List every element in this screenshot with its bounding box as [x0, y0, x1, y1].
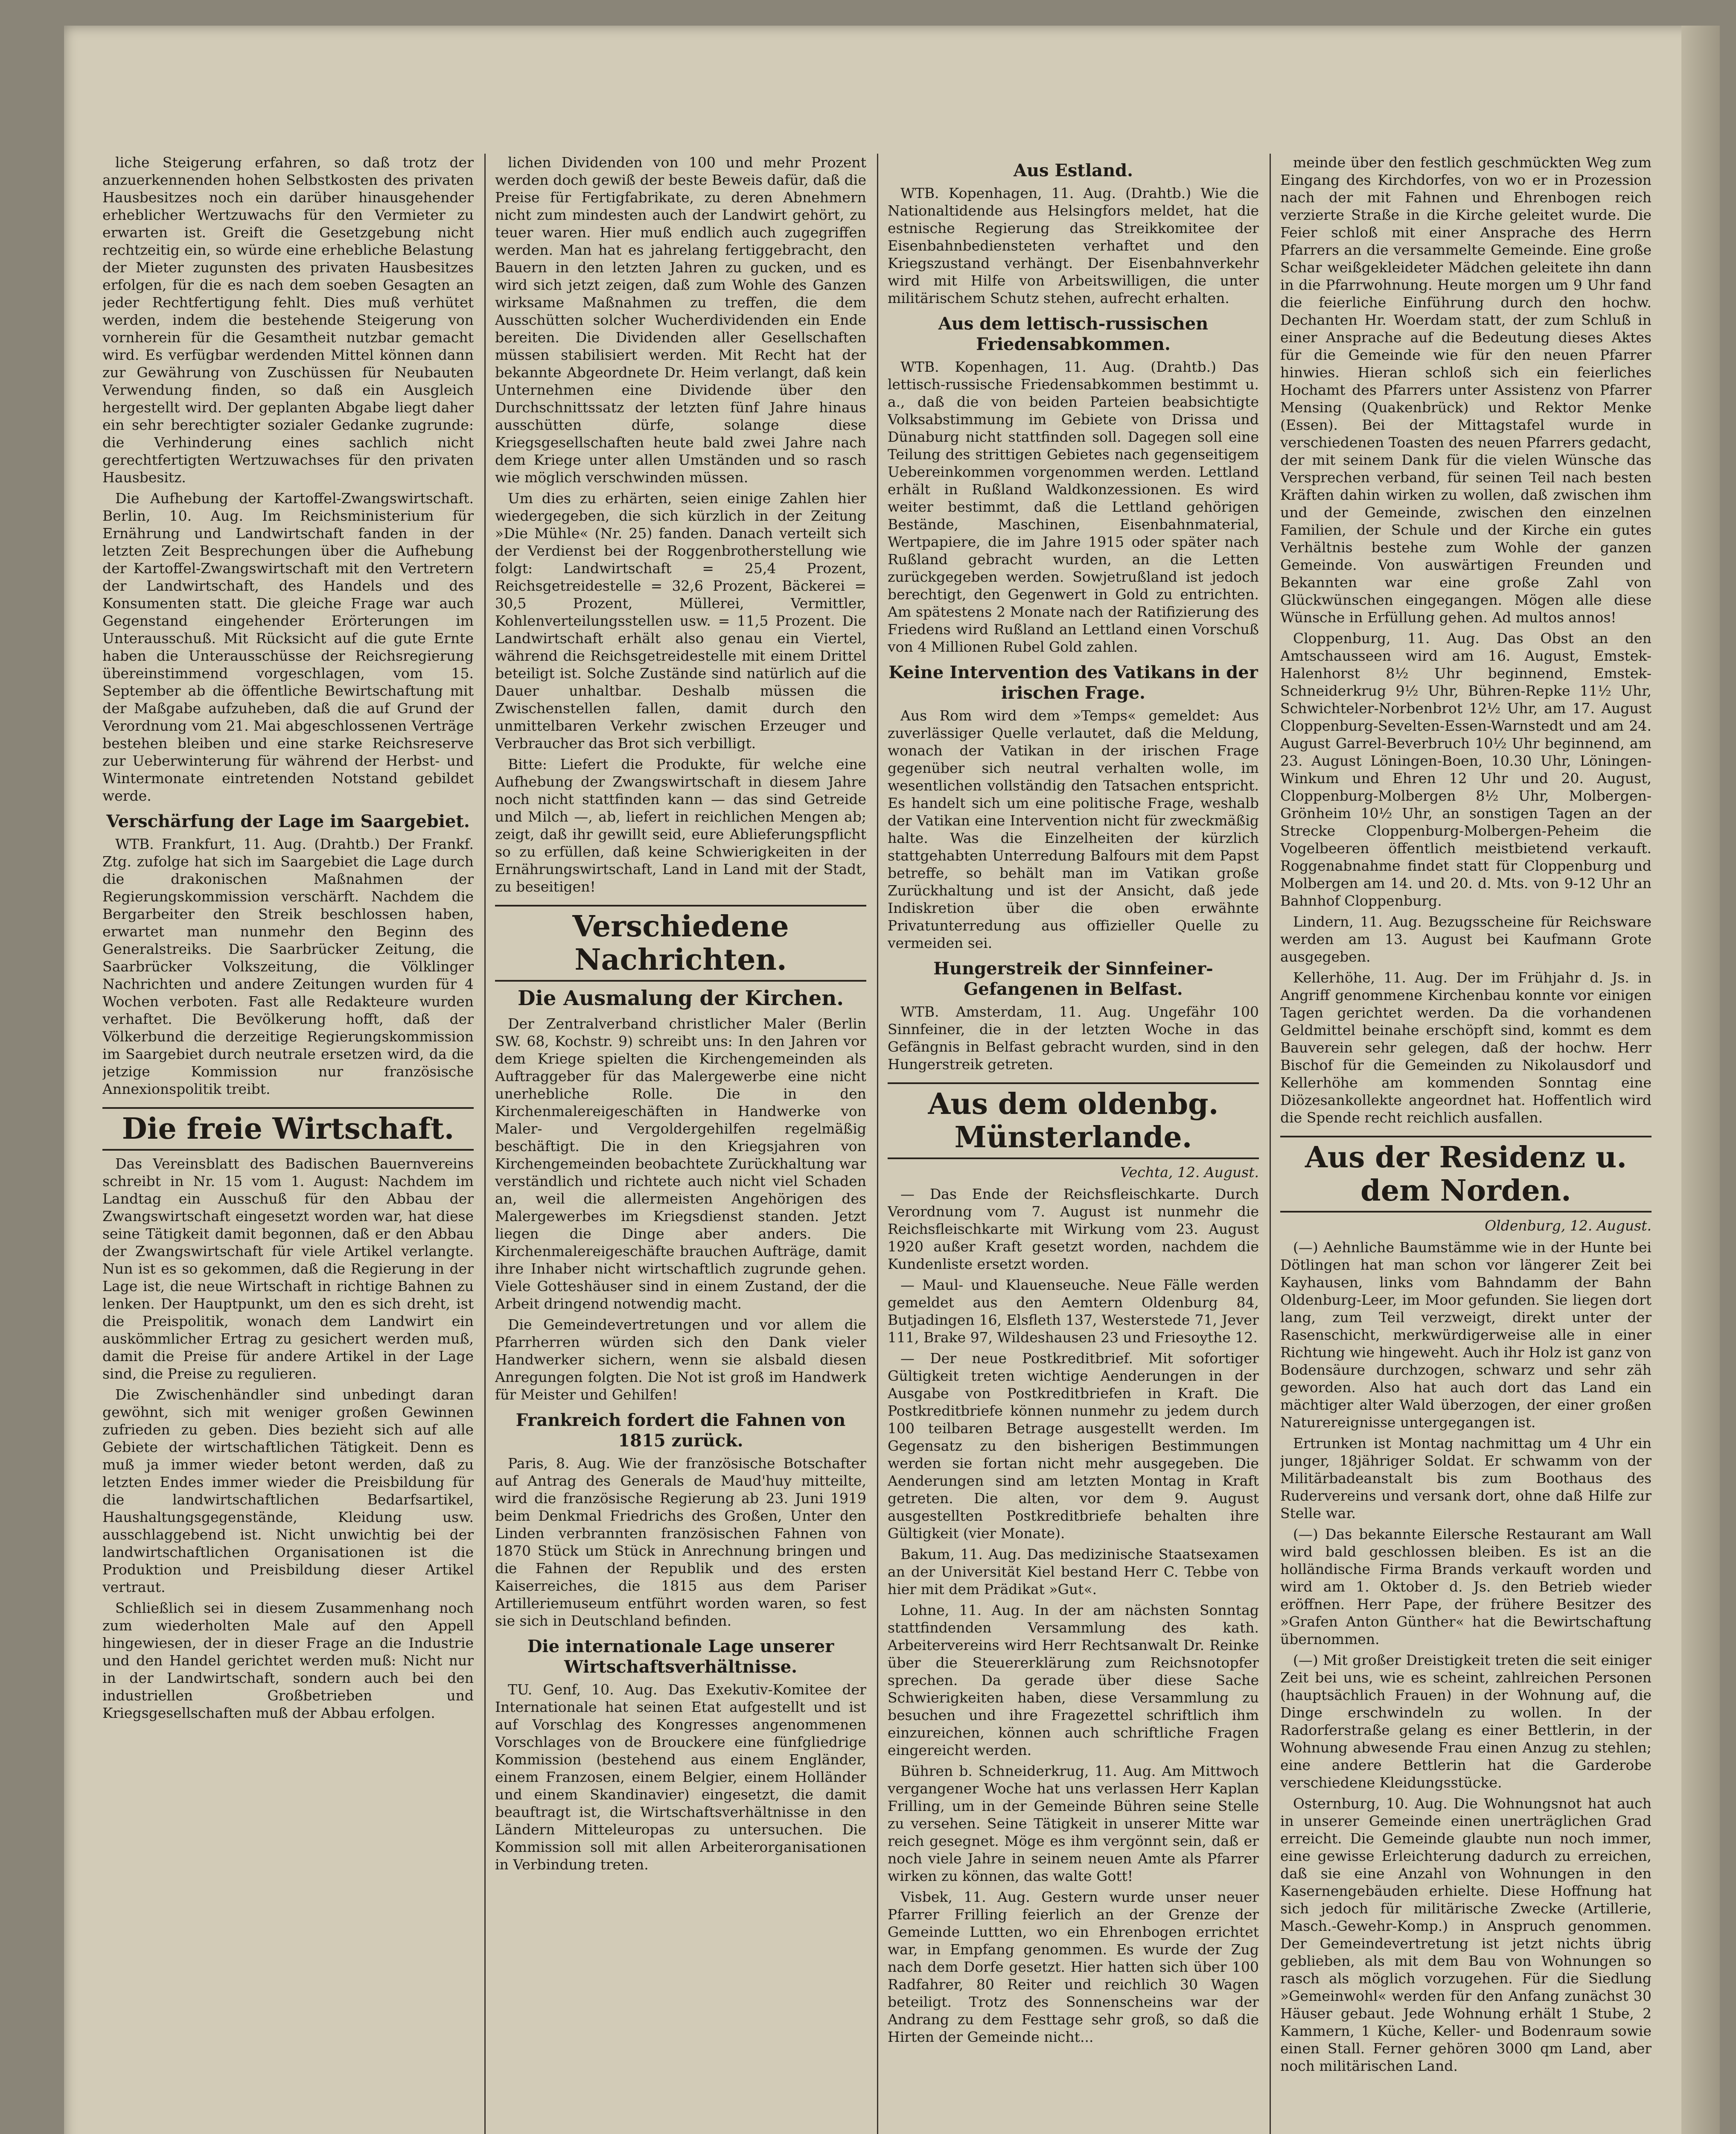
section-heading: Verschiedene Nachrichten. — [495, 905, 866, 982]
article-heading: Verschärfung der Lage im Saargebiet. — [106, 811, 470, 831]
article-paragraph: Der Zentralverband christlicher Maler (Berlin SW. 68, Kochstr. 9) schreibt uns: In den Jahren vor dem Kriege spielten die Kirchengemeinden als Auftraggeber für das Malergewerbe eine nicht unerhebliche Rolle. Die in den Kirchenmalereigeschäften in Handwerke von Maler- und Vergoldergehilfen regelmäßig beschäftigt. Die in den Kriegsjahren von Kirchengemeinden beobachtete Zurückhaltung war verständlich und richtete auch nicht viel Schaden an, weil die allermeisten Angehörigen des Malergewerbes im Kriegsdienst standen. Jetzt liegen die Dinge aber anders. Die Kirchenmalereigeschäfte brauchen Aufträge, damit ihre Inhaber nicht wirtschaftlich zugrunde gehen. Viele Gotteshäuser sind in einem Zustand, der die Arbeit dringend notwendig macht. — [495, 1015, 866, 1312]
article-subheading: Die Ausmalung der Kirchen. — [517, 986, 844, 1010]
article-paragraph: Aus Rom wird dem »Temps« gemeldet: Aus zuverlässiger Quelle verlautet, daß die Meldung, wonach der Vatikan in der irischen Frage gegenüber sich neutral verhalten wolle, im wesentlichen vollständig den Tatsachen entspricht. Es handelt sich um eine politische Frage, weshalb der Vatikan eine Intervention nicht für zweckmäßig halte. Was die Einzelheiten der kürzlich stattgehabten Unterredung Balfours mit dem Papst betreffe, so behält man im Vatikan große Zurückhaltung und ist der Ansicht, daß jede Indiskretion über die oben erwähnte Privatunterredung aus offizieller Quelle zu vermeiden sei. — [888, 707, 1259, 951]
column-1 — [102, 154, 474, 2134]
article-paragraph: Osternburg, 10. Aug. Die Wohnungsnot hat auch in unserer Gemeinde einen unerträglichen Grad erreicht. Die Gemeinde glaubte nun noch immer, eine gewisse Erleichterung dadurch zu erreichen, daß sie eine Anzahl von Wohnungen in den Kasernengebäuden erhielte. Diese Hoffnung hat sich jedoch für militärische Zwecke (Artillerie, Masch.-Gewehr-Komp.) in Anspruch genommen. Der Gemeindevertretung ist jetzt nichts übrig geblieben, als mit dem Bau von Wohnungen so rasch als möglich vorzugehen. Für die Siedlung »Gemeinwohl« werden für den Anfang zunächst 30 Häuser gebaut. Jede Wohnung erhält 1 Stube, 2 Kammern, 1 Küche, Keller- und Bodenraum sowie einen Stall. Ferner gehören 3000 qm Land, aber noch militärischen Land. — [1280, 1795, 1652, 2074]
article-paragraph: Lindern, 11. Aug. Bezugsscheine für Reichsware werden am 13. August bei Kaufmann Grote ausgegeben. — [1280, 913, 1652, 965]
article-heading: Hungerstreik der Sinnfeiner-Gefangenen in Belfast. — [933, 959, 1213, 999]
article-paragraph: Das Vereinsblatt des Badischen Bauernvereins schreibt in Nr. 15 vom 1. August: Nachdem im Landtag ein Ausschuß für den Abbau der Zwangswirtschaft eingesetzt worden war, hat diese seine Tätigkeit damit begonnen, daß er den Abbau der Zwangswirtschaft für viele Artikel verlangte. Nun ist es so gekommen, daß die Regierung in der Lage ist, die neue Wirtschaft in richtige Bahnen zu lenken. Der Hauptpunkt, um den es sich dreht, ist die Preispolitik, wonach dem Landwirt ein auskömmlicher Ertrag zu gesichert werden muß, damit die Preise für andere Artikel in der Lage sind, die Preise zu regulieren. — [102, 1155, 474, 1382]
article-heading: Frankreich fordert die Fahnen von 1815 zurück. — [516, 1410, 846, 1451]
article-paragraph: Die Aufhebung der Kartoffel-Zwangswirtschaft. Berlin, 10. Aug. Im Reichsministerium für Ernährung und Landwirtschaft fanden in der letzten Zeit Besprechungen über die Aufhebung der Kartoffel-Zwangswirtschaft mit den Vertretern der Landwirtschaft, des Handels und des Konsumenten statt. Die gleiche Frage war auch Gegenstand eingehender Erörterungen im Unterausschuß. Mit Rücksicht auf die gute Ernte haben die Unterausschüsse der Reichsregierung übereinstimmend vorgeschlagen, vom 15. September ab die öffentliche Bewirtschaftung mit der Maßgabe aufzuheben, daß die auf Grund der Verordnung vom 21. Mai abgeschlossenen Verträge bestehen bleiben und eine starke Reichsreserve zur Ueberwinterung für während der Herbst- und Wintermonate eintretenden Notstand gebildet werde. — [102, 490, 474, 804]
article-paragraph: (—) Aehnliche Baumstämme wie in der Hunte bei Dötlingen hat man schon vor längerer Zeit bei Kayhausen, links vom Bahndamm der Bahn Oldenburg-Leer, im Moor gefunden. Sie liegen dort lang, zum Teil verzweigt, direkt unter der Rasenschicht, merkwürdigerweise alle in einer Richtung wie hingeweht. Auch ihr Holz ist ganz von Bodensäure durchzogen, schwarz und sehr zäh geworden. Also hat auch dort das Land ein mächtiger alter Wald überzogen, der einer großen Naturereignisse untergegangen ist. — [1280, 1239, 1652, 1431]
column-rule-1 — [484, 154, 486, 2134]
section-heading: Aus der Residenz u. dem Norden. — [1280, 1136, 1652, 1213]
dateline: Vechta, 12. August. — [1120, 1164, 1259, 1181]
article-paragraph: Ertrunken ist Montag nachmittag um 4 Uhr ein junger, 18jähriger Soldat. Er schwamm von der Militärbadeanstalt bis zum Boothaus des Rudervereins und versank dort, ohne daß Hilfe zur Stelle war. — [1280, 1435, 1652, 1522]
article-paragraph: TU. Genf, 10. Aug. Das Exekutiv-Komitee der Internationale hat seinen Etat aufgestellt und ist auf Vorschlag des Kongresses angenommenen Vorschlages von de Brouckere eine fünfgliedrige Kommission (bestehend aus einem Engländer, einem Franzosen, einem Belgier, einem Holländer und einem Skandinavier) eingesetzt, die damit beauftragt ist, die Wirtschaftsverhältnisse in den Ländern Mitteleuropas zu untersuchen. Die Kommission soll mit allen Arbeiterorganisationen in Verbindung treten. — [495, 1681, 866, 1873]
article-paragraph: Bakum, 11. Aug. Das medizinische Staatsexamen an der Universität Kiel bestand Herr C. Tebbe von hier mit dem Prädikat »Gut«. — [888, 1546, 1259, 1598]
dateline: Oldenburg, 12. August. — [1485, 1217, 1652, 1234]
article-heading: Aus Estland. — [1013, 160, 1133, 181]
article-paragraph: (—) Das bekannte Eilersche Restaurant am Wall wird bald geschlossen bleiben. Es ist an die holländische Firma Brands verkauft worden und wird am 1. Oktober d. Js. den Betrieb wieder eröffnen. Herr Pape, der frühere Besitzer des »Grafen Anton Günther« hat die Bewirtschaftung übernommen. — [1280, 1526, 1652, 1647]
next-page-edge — [1681, 26, 1720, 2134]
article-paragraph: Kellerhöhe, 11. Aug. Der im Frühjahr d. Js. in Angriff genommene Kirchenbau konnte vor einigen Tagen gerichtet werden. Da die vorhandenen Geldmittel beinahe erschöpft sind, kommt es dem Bauverein sehr gelegen, daß der hochw. Herr Bischof für die Gemeinden zu Nikolausdorf und Kellerhöhe am kommenden Sonntag eine Diözesankollekte angeordnet hat. Hoffentlich wird die Spende recht reichlich ausfallen. — [1280, 969, 1652, 1126]
article-heading: Keine Intervention des Vatikans in der irischen Frage. — [888, 662, 1258, 703]
article-paragraph: WTB. Kopenhagen, 11. Aug. (Drahtb.) Das lettisch-russische Friedensabkommen bestimmt u. a., daß die von beiden Parteien beabsichtigte Volksabstimmung im Gebiete von Drissa und Dünaburg nicht stattfinden soll. Dagegen soll eine Teilung des strittigen Gebietes nach gegenseitigem Uebereinkommen vorgenommen werden. Lettland erhält in Rußland Waldkonzessionen. Es wird weiter bestimmt, daß die Lettland gehörigen Bestände, Maschinen, Eisenbahnmaterial, Wertpapiere, die im Jahre 1915 oder später nach Rußland gebracht wurden, an die Letten zurückgegeben werden. Sowjetrußland ist jedoch berechtigt, den Gegenwert in Gold zu entrichten. Am spätestens 2 Monate nach der Ratifizierung des Friedens wird Rußland an Lettland einen Vorschuß von 4 Millionen Rubel Gold zahlen. — [888, 359, 1259, 655]
article-paragraph: — Der neue Postkreditbrief. Mit sofortiger Gültigkeit treten wichtige Aenderungen in der Ausgabe von Postkreditbriefen in Kraft. Die Postkreditbriefe können nunmehr zu jedem durch 100 teilbaren Betrage ausgestellt werden. Im Gegensatz zu den bisherigen Bestimmungen werden sie fortan nicht mehr ausgegeben. Die Aenderungen sind am letzten Montag in Kraft getreten. Die alten, vor dem 9. August ausgestellten Postkreditbriefe behalten ihre Gültigkeit (vier Monate). — [888, 1350, 1259, 1542]
article-paragraph: liche Steigerung erfahren, so daß trotz der anzuerkennenden hohen Selbstkosten des privaten Hausbesitzes noch ein darüber hinausgehender erheblicher Wertzuwachs für den Vermieter zu erwarten ist. Greift die Gesetzgebung nicht rechtzeitig ein, so würde eine erhebliche Belastung der Mieter zugunsten des privaten Hausbesitzes erfolgen, für die es nach dem soeben Gesagten an jeder Rechtfertigung fehlt. Dies muß verhütet werden, indem die bestehende Steigerung von vornherein für die Gesamtheit nutzbar gemacht wird. Es verfügbar werdenden Mittel können dann zur Gewährung von Zuschüssen für Neubauten Verwendung finden, so daß ein Ausgleich hergestellt wird. Der geplanten Abgabe liegt daher ein sehr berechtigter sozialer Gedanke zugrunde: die Verhinderung eines sachlich nicht gerechtfertigten Wertzuwachses für den privaten Hausbesitz. — [102, 154, 474, 486]
article-paragraph: Schließlich sei in diesem Zusammenhang noch zum wiederholten Male auf den Appell hingewiesen, der in dieser Frage an die Industrie und den Handel gerichtet werden muß: Nicht nur in der Landwirtschaft, sondern auch bei den industriellen Großbetrieben und Kriegsgesellschaften muß der Abbau erfolgen. — [102, 1600, 474, 1721]
column-3 — [888, 154, 1259, 2134]
article-paragraph: — Das Ende der Reichsfleischkarte. Durch Verordnung vom 7. August ist nunmehr die Reichsfleischkarte mit Wirkung vom 23. August 1920 außer Kraft gesetzt worden, nachdem die Kundenliste ersetzt worden. — [888, 1186, 1259, 1272]
article-paragraph: Cloppenburg, 11. Aug. Das Obst an den Amtschausseen wird am 16. August, Emstek-Halenhorst 8½ Uhr beginnend, Emstek-Schneiderkrug 9½ Uhr, Bühren-Repke 11½ Uhr, Schwichteler-Norbenbrot 12½ Uhr, am 17. August Cloppenburg-Sevelten-Essen-Warnstedt und am 24. August Garrel-Beverbruch 10½ Uhr beginnend, am 23. August Löningen-Boen, 10.30 Uhr, Löningen-Winkum und Ehren 12 Uhr und 20. August, Cloppenburg-Molbergen 8½ Uhr, Molbergen-Grönheim 10½ Uhr, an sonstigen Tagen an der Strecke Cloppenburg-Molbergen-Peheim die Vogelbeeren öffentlich meistbietend verkauft. Roggenabnahme findet statt für Cloppenburg und Molbergen am 14. und 20. d. Mts. von 9-12 Uhr an Bahnhof Cloppenburg. — [1280, 630, 1652, 909]
article-heading: Aus dem lettisch-russischen Friedensabkommen. — [938, 314, 1209, 354]
article-paragraph: (—) Mit großer Dreistigkeit treten die seit einiger Zeit bei uns, wie es scheint, zahlreichen Personen (hauptsächlich Frauen) in der Wohnung auf, die Dinge erschwindeln zu wollen. In der Radorferstraße gelang es einer Bettlerin, in der Wohnung abwesende Frau einen Anzug zu stehlen; eine andere Bettlerin hat die Garderobe verschiedene Kleidungsstücke. — [1280, 1652, 1652, 1791]
article-paragraph: Bitte: Liefert die Produkte, für welche eine Aufhebung der Zwangswirtschaft in diesem Jahre noch nicht stattfinden kann — das sind Getreide und Milch —, ab, liefert in reichlichen Mengen ab; zeigt, daß ihr gewillt seid, eure Ablieferungspflicht so zu erfüllen, daß keine Schwierigkeiten in der Ernährungswirtschaft, Land in Land mit der Stadt, zu beseitigen! — [495, 756, 866, 895]
article-paragraph: Lohne, 11. Aug. In der am nächsten Sonntag stattfindenden Versammlung des kath. Arbeitervereins wird Herr Rechtsanwalt Dr. Reinke über die Steuererklärung zum Reichsnotopfer sprechen. Da gerade über diese Sache Schwierigkeiten haben, diese Versammlung zu besuchen und ihre Fragezettel schriftlich ihm einzureichen, können auch schriftliche Fragen eingereicht werden. — [888, 1602, 1259, 1758]
section-heading: Aus dem oldenbg. Münsterlande. — [888, 1082, 1259, 1159]
article-paragraph: WTB. Frankfurt, 11. Aug. (Drahtb.) Der Frankf. Ztg. zufolge hat sich im Saargebiet die Lage durch die drakonischen Maßnahmen der Regierungskommission verschärft. Nachdem die Bergarbeiter den Streik beschlossen haben, erwartet man nunmehr den Beginn des Generalstreiks. Die Saarbrücker Zeitung, die Saarbrücker Volkszeitung, die Völklinger Nachrichten und andere Zeitungen wurden für 4 Wochen verboten. Fast alle Redakteure wurden verhaftet. Die Bevölkerung hofft, daß der Völkerbund die derzeitige Regierungskommission im Saargebiet durch neutrale ersetzen wird, da die jetzige Kommission nur französische Annexionspolitik treibt. — [102, 836, 474, 1097]
article-paragraph: Um dies zu erhärten, seien einige Zahlen hier wiedergegeben, die sich kürzlich in der Zeitung »Die Mühle« (Nr. 25) fanden. Danach verteilt sich der Verdienst bei der Roggenbrotherstellung wie folgt: Landwirtschaft = 25,4 Prozent, Reichsgetreidestelle = 32,6 Prozent, Bäckerei = 30,5 Prozent, Müllerei, Vermittler, Kohlenverteilungsstellen usw. = 11,5 Prozent. Die Landwirtschaft erhält also genau ein Viertel, während die Reichsgetreidestelle mit einem Drittel beteiligt ist. Solche Zustände sind natürlich auf die Dauer unhaltbar. Deshalb müssen die Zwischenstellen fallen, damit durch den unmittelbaren Verkehr zwischen Erzeuger und Verbraucher das Brot sich verbilligt. — [495, 490, 866, 752]
article-paragraph: WTB. Amsterdam, 11. Aug. Ungefähr 100 Sinnfeiner, die in der letzten Woche in das Gefängnis in Belfast gebracht wurden, sind in den Hungerstreik getreten. — [888, 1003, 1259, 1073]
article-heading: Die internationale Lage unserer Wirtschaftsverhältnisse. — [527, 1636, 834, 1677]
article-paragraph: lichen Dividenden von 100 und mehr Prozent werden doch gewiß der beste Beweis dafür, daß die Preise für Fertigfabrikate, zu deren Abnehmern nicht zum mindesten auch der Landwirt gehört, zu teuer waren. Hier muß endlich auch zugegriffen werden. Man hat es jahrelang fertiggebracht, den Bauern in den letzten Jahren zu gucken, und es wird sich jetzt zeigen, daß zum Wohle des Ganzen wirksame Maßnahmen zu treffen, die dem Ausschütten solcher Wucherdividenden ein Ende bereiten. Die Dividenden aller Gesellschaften müssen stabilisiert werden. Mit Recht hat der bekannte Abgeordnete Dr. Heim verlangt, daß kein Unternehmen eine Dividende über den Durchschnittssatz der letzten fünf Jahre hinaus ausschütten dürfe, solange diese Kriegsgesellschaften heute bald zwei Jahre nach dem Kriege unter allen Umständen und so rasch wie möglich verschwinden müssen. — [495, 154, 866, 486]
article-paragraph: Die Zwischenhändler sind unbedingt daran gewöhnt, sich mit weniger großen Gewinnen zufrieden zu geben. Dies bezieht sich auf alle Gebiete der wirtschaftlichen Tätigkeit. Denn es muß ja immer wieder betont werden, daß zu letzten Endes immer wieder die Preisbildung für die landwirtschaftlichen Bedarfsartikel, Haushaltungsgegenstände, Kleidung usw. ausschlaggebend ist. Nicht unwichtig bei der landwirtschaftlichen Organisationen ist die Produktion und Preisbildung dieser Artikel vertraut. — [102, 1386, 474, 1595]
article-paragraph: — Maul- und Klauenseuche. Neue Fälle werden gemeldet aus den Aemtern Oldenburg 84, Butjadingen 16, Elsfleth 137, Westerstede 71, Jever 111, Brake 97, Wildeshausen 23 und Friesoythe 12. — [888, 1277, 1259, 1346]
newspaper-page — [64, 26, 1720, 2134]
article-paragraph: Bühren b. Schneiderkrug, 11. Aug. Am Mittwoch vergangener Woche hat uns verlassen Herr Kaplan Frilling, um in der Gemeinde Bühren seine Stelle zu versehen. Seine Tätigkeit in unserer Mitte war reich gesegnet. Möge es ihm vergönnt sein, daß er noch viele Jahre in seinem neuen Amte als Pfarrer wirken zu können, das walte Gott! — [888, 1763, 1259, 1884]
section-heading: Die freie Wirtschaft. — [102, 1107, 474, 1151]
article-paragraph: Die Gemeindevertretungen und vor allem die Pfarrherren würden sich den Dank vieler Handwerker sichern, wenn sie alsbald diesen Anregungen folgten. Die Not ist groß im Handwerk für Meister und Gehilfen! — [495, 1316, 866, 1403]
column-2 — [495, 154, 866, 2134]
column-rule-2 — [877, 154, 878, 2134]
column-rule-3 — [1270, 154, 1271, 2134]
article-paragraph: meinde über den festlich geschmückten Weg zum Eingang des Kirchdorfes, von wo er in Prozession nach der mit Fahnen und Ehrenbogen reich verzierte Straße in die Kirche geleitet wurde. Die Feier schloß mit einer Ansprache des Herrn Pfarrers an die versammelte Gemeinde. Eine große Schar weißgekleideter Mädchen geleitete ihn dann in die Pfarrwohnung. Heute morgen um 9 Uhr fand die feierliche Einführung durch den hochw. Dechanten Hr. Woerdam statt, der zum Schluß in einer Ansprache auf die Bedeutung dieses Aktes für die Gemeinde wie für den neuen Pfarrer hinwies. Hieran schloß sich ein feierliches Hochamt des Pfarrers unter Assistenz von Pfarrer Mensing (Quakenbrück) und Rektor Menke (Essen). Bei der Mittagstafel wurde in verschiedenen Toasten des neuen Pfarrers gedacht, der mit seinem Dank für die vielen Wünsche das Versprechen verband, für seinen Teil nach besten Kräften dahin wirken zu wollen, daß zwischen ihm und der Gemeinde, zwischen den einzelnen Familien, der Schule und der Kirche ein gutes Verhältnis bestehe zum Wohle der ganzen Gemeinde. Von auswärtigen Freunden und Bekannten war eine große Zahl von Glückwünschen eingegangen. Mögen alle diese Wünsche in Erfüllung gehen. Ad multos annos! — [1280, 154, 1652, 626]
article-paragraph: Visbek, 11. Aug. Gestern wurde unser neuer Pfarrer Frilling feierlich an der Grenze der Gemeinde Luttten, wo ein Ehrenbogen errichtet war, in Empfang genommen. Es wurde der Zug nach dem Dorfe gesetzt. Hier hatten sich über 100 Radfahrer, 80 Reiter und reichlich 30 Wagen beteiligt. Trotz des Sonnenscheins war der Andrang zu dem Festtage sehr groß, so daß die Hirten der Gemeinde nicht... — [888, 1889, 1259, 2045]
article-paragraph: Paris, 8. Aug. Wie der französische Botschafter auf Antrag des Generals de Maud'huy mitteilte, wird die französische Regierung ab 23. Juni 1919 beim Denkmal Friedrichs des Großen, Unter den Linden verbrannten französischen Fahnen von 1870 Stück um Stück in Anrechnung bringen und die Fahnen der Republik und des ersten Kaiserreiches, die 1815 aus dem Pariser Artilleriemuseum entführt worden waren, so fest sie sich in Deutschland befinden. — [495, 1455, 866, 1629]
article-paragraph: WTB. Kopenhagen, 11. Aug. (Drahtb.) Wie die Nationaltidende aus Helsingfors meldet, hat die estnische Regierung das Streikkomitee der Eisenbahnbediensteten verhaftet und den Kriegszustand verhängt. Der Eisenbahnverkehr wird mit Hilfe von Arbeitswilligen, die unter militärischem Schutz stehen, aufrecht erhalten. — [888, 185, 1259, 306]
column-4 — [1280, 154, 1652, 2134]
